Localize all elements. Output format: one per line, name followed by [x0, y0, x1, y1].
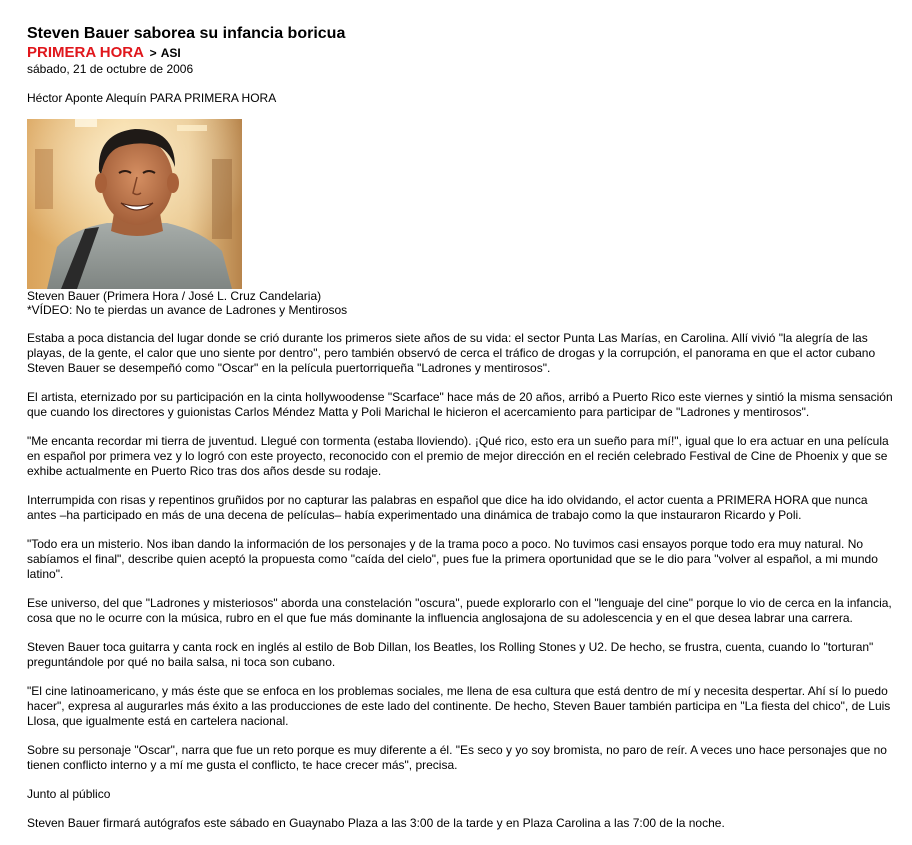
- article-paragraph: Sobre su personaje "Oscar", narra que fue un reto porque es muy diferente a él. "Es seco y yo soy bromista, no paro de reír. A veces uno hace personajes que no tienen conflicto interno y a mí me gusta el conflicto, te hace crecer más", precisa.: [27, 743, 887, 772]
- article-photo: [27, 119, 242, 289]
- article-paragraph: "El cine latinoamericano, y más éste que se enfoca en los problemas sociales, me llena de esa cultura que está dentro de mí y necesita despertar. Ahí sí lo puedo hacer", expresa al augurarles más éxito a las producciones de este lado del continente. De hecho, Steven Bauer también participa en "La fiesta del chico", de Luis Llosa, que igualmente está en cartelera nacional.: [27, 684, 891, 728]
- article-title: Steven Bauer saborea su infancia boricua: [27, 25, 346, 42]
- article-paragraph: Estaba a poca distancia del lugar donde se crió durante los primeros siete años de su vida: el sector Punta Las Marías, en Carolina. Allí vivió "la alegría de las playas, de la gente, el calor que uno siente por dentro", pero también observó de cerca el tráfico de drogas y la corrupción, el panorama en que el actor cubano Steven Bauer se desempeñó como "Oscar" en la película puertorriqueña "Ladrones y mentirosos".: [27, 331, 876, 375]
- article-paragraph: "Me encanta recordar mi tierra de juventud. Llegué con tormenta (estaba lloviendo). ¡Qué rico, esto era un sueño para mí!", igual que lo era actuar en una película en español por primera vez y lo logró con este proyecto, reconocido con el premio de mejor dirección en el recién celebrado Festival de Cine de Phoenix y que se exhibe actualmente en Puerto Rico tras dos años desde su rodaje.: [27, 434, 889, 478]
- section-breadcrumb: [27, 44, 895, 62]
- section-link[interactable]: PRIMERA HORA: [27, 44, 144, 61]
- article-paragraph: Interrumpida con risas y repentinos gruñidos por no capturar las palabras en español que dice ha ido olvidando, el actor cuenta a PRIMERA HORA que nunca antes –ha participado en más de una decena de películas– había experimentado una dinámica de trabajo como la que instauraron Ricardo y Poli.: [27, 493, 868, 522]
- article-paragraph: Steven Bauer firmará autógrafos este sábado en Guaynabo Plaza a las 3:00 de la tarde y en Plaza Carolina a las 7:00 de la noche.: [27, 816, 725, 830]
- subsection-link[interactable]: ASI: [160, 46, 181, 60]
- article-body: [27, 331, 895, 831]
- article-page: [27, 24, 895, 845]
- article-paragraph: Ese universo, del que "Ladrones y misteriosos" aborda una constelación "oscura", puede explorarlo con el "lenguaje del cine" porque lo vio de cerca en la infancia, cosa que no le ocurre con la música, rubro en el que fue más dominante la influencia anglosajona de su adolescencia y en el que desea labrar una carrera.: [27, 596, 892, 625]
- article-paragraph: Steven Bauer toca guitarra y canta rock en inglés al estilo de Bob Dillan, los Beatles, los Rolling Stones y U2. De hecho, se frustra, cuenta, cuando lo "torturan" preguntándole por qué no baila salsa, ni toca son cubano.: [27, 640, 874, 669]
- breadcrumb-separator: >: [149, 46, 157, 60]
- article-subheading: Junto al público: [27, 787, 111, 801]
- photo-caption: Steven Bauer (Primera Hora / José L. Cruz Candelaria): [27, 289, 322, 303]
- article-paragraph: El artista, eternizado por su participación en la cinta hollywoodense "Scarface" hace más de 20 años, arribó a Puerto Rico este viernes y sintió la misma sensación que cuando los directores y guionistas Carlos Méndez Matta y Poli Marichal le hicieron el acercamiento para participar de "Ladrones y mentirosos".: [27, 390, 893, 419]
- article-paragraph: "Todo era un misterio. Nos iban dando la información de los personajes y de la trama poco a poco. No tuvimos casi ensayos porque todo era muy natural. No sabíamos el final", describe quien aceptó la propuesta como "caída del cielo", pues fue la primera oportunidad que se le dio para "volver al español, a mi mundo latino".: [27, 537, 878, 581]
- publish-date: sábado, 21 de octubre de 2006: [27, 62, 194, 76]
- video-link[interactable]: *VÍDEO: No te pierdas un avance de Ladrones y Mentirosos: [27, 303, 348, 317]
- byline: Héctor Aponte Alequín PARA PRIMERA HORA: [27, 91, 277, 105]
